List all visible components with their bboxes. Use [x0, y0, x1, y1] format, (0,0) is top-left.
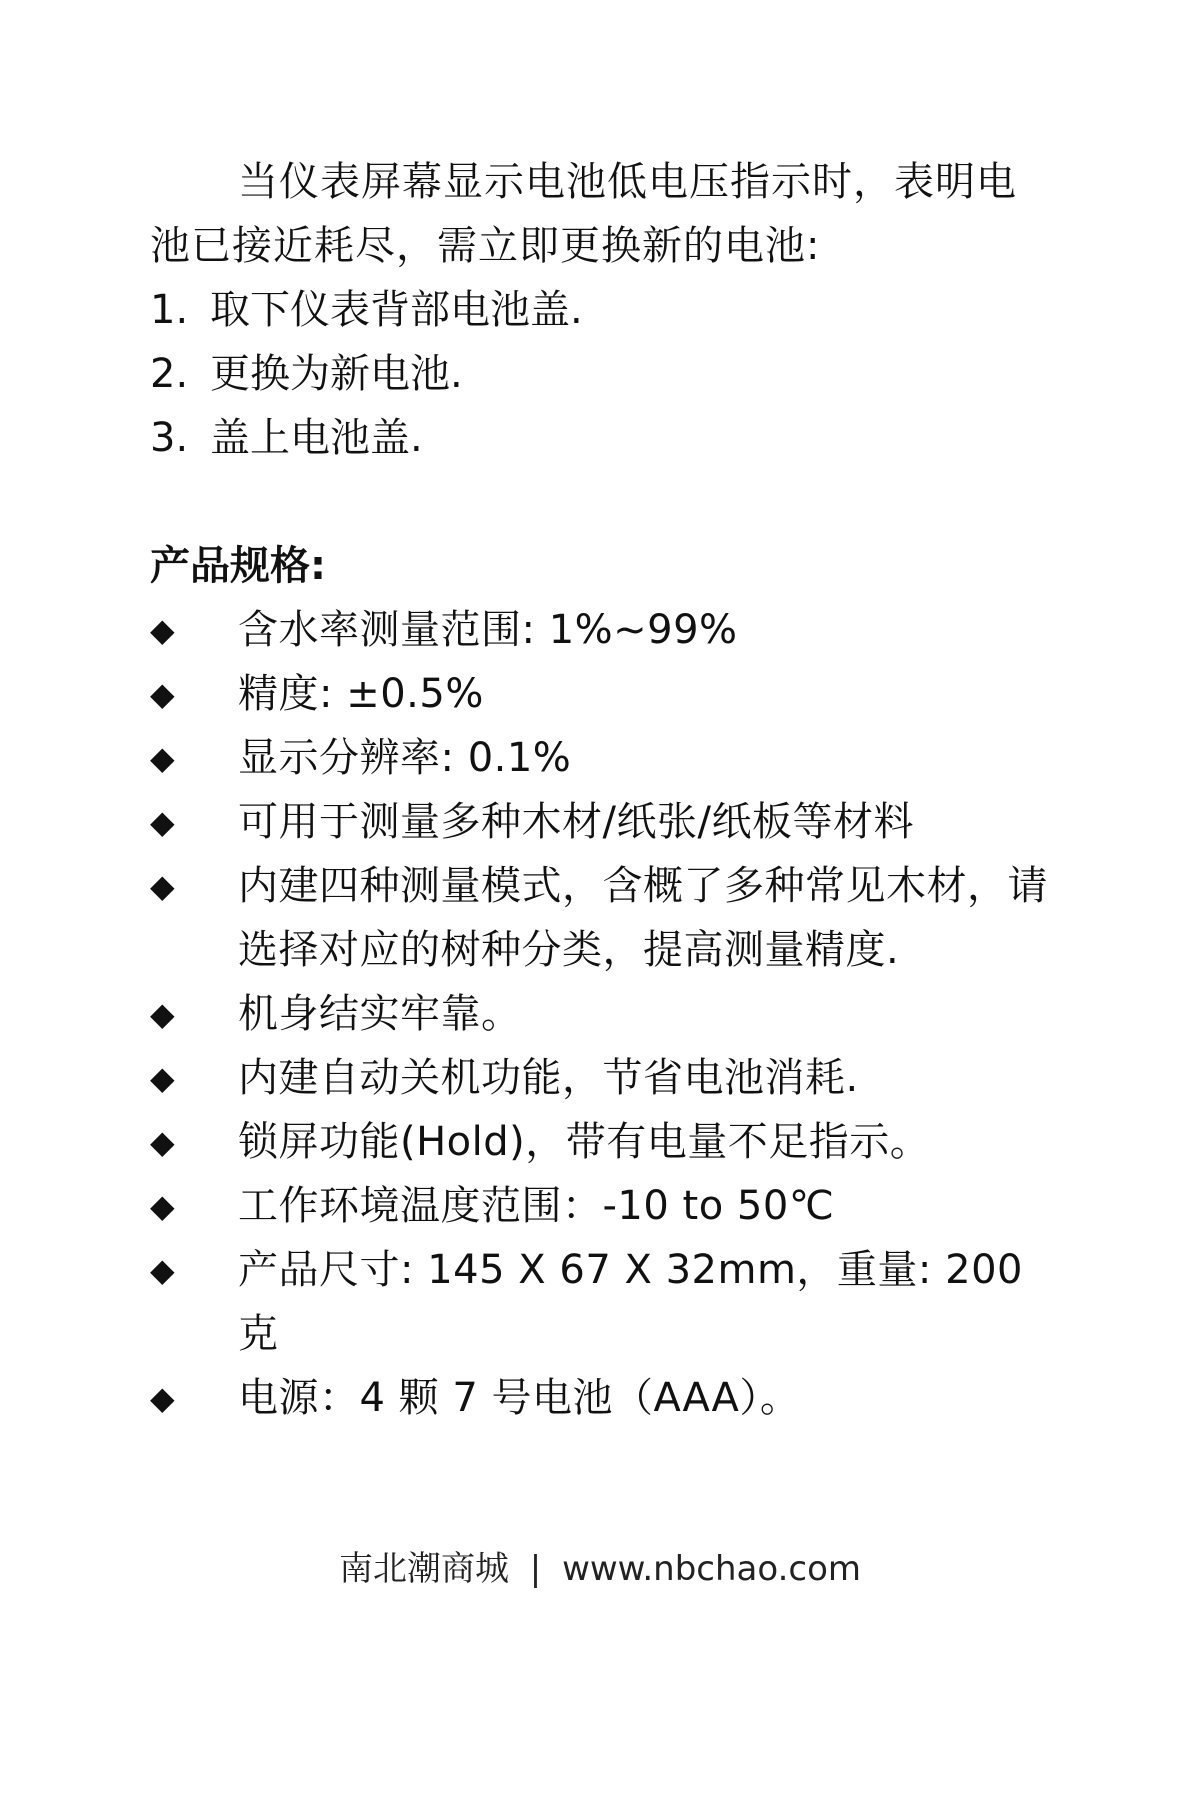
diamond-bullet-icon: ◆: [150, 675, 175, 713]
section-spacer: [150, 470, 1055, 534]
footer-url: www.nbchao.com: [562, 1549, 862, 1589]
step-number: 3.: [150, 415, 189, 461]
footer-separator: |: [529, 1549, 542, 1589]
spec-text: 锁屏功能(Hold)，带有电量不足指示。: [238, 1119, 931, 1165]
spec-text: 内建四种测量模式，含概了多种常见木材，请选择对应的树种分类，提高测量精度.: [238, 863, 1048, 973]
list-item: [150, 982, 1055, 1046]
step-text: 取下仪表背部电池盖.: [210, 287, 583, 333]
list-item: [150, 342, 1055, 406]
content-area: [150, 150, 1055, 1430]
diamond-bullet-icon: ◆: [150, 611, 175, 649]
list-item: [150, 662, 1055, 726]
step-number: 1.: [150, 287, 189, 333]
intro-paragraph: 当仪表屏幕显示电池低电压指示时，表明电池已接近耗尽，需立即更换新的电池:: [150, 159, 1017, 269]
spec-text: 可用于测量多种木材/纸张/纸板等材料: [238, 799, 914, 845]
battery-steps-list: [150, 278, 1055, 470]
diamond-bullet-icon: ◆: [150, 995, 175, 1033]
list-item: [150, 1110, 1055, 1174]
spec-text: 精度: ±0.5%: [238, 671, 484, 717]
spec-text: 机身结实牢靠。: [238, 991, 522, 1037]
footer-brand: 南北潮商城: [338, 1549, 509, 1589]
list-item: [150, 726, 1055, 790]
spec-text: 内建自动关机功能，节省电池消耗.: [238, 1055, 859, 1101]
list-item: [150, 1366, 1055, 1430]
list-item: [150, 598, 1055, 662]
diamond-bullet-icon: ◆: [150, 739, 175, 777]
specs-list: [150, 598, 1055, 1430]
spec-text: 工作环境温度范围：-10 to 50℃: [238, 1183, 835, 1229]
list-item: [150, 1174, 1055, 1238]
page-footer: [0, 1545, 1200, 1593]
list-item: [150, 406, 1055, 470]
diamond-bullet-icon: ◆: [150, 1379, 175, 1417]
diamond-bullet-icon: ◆: [150, 1187, 175, 1225]
spec-text: 含水率测量范围: 1%~99%: [238, 607, 738, 653]
spec-text: 产品尺寸: 145 X 67 X 32mm，重量: 200 克: [238, 1247, 1023, 1357]
spec-text: 电源：4 颗 7 号电池（AAA）。: [238, 1375, 801, 1421]
spec-text: 显示分辨率: 0.1%: [238, 735, 572, 781]
specs-heading: 产品规格:: [150, 543, 326, 589]
diamond-bullet-icon: ◆: [150, 1059, 175, 1097]
diamond-bullet-icon: ◆: [150, 803, 175, 841]
step-number: 2.: [150, 351, 189, 397]
list-item: [150, 1046, 1055, 1110]
list-item: [150, 790, 1055, 854]
list-item: [150, 278, 1055, 342]
step-text: 盖上电池盖.: [210, 415, 423, 461]
step-text: 更换为新电池.: [210, 351, 463, 397]
diamond-bullet-icon: ◆: [150, 867, 175, 905]
list-item: [150, 1238, 1055, 1366]
list-item: [150, 854, 1055, 982]
diamond-bullet-icon: ◆: [150, 1251, 175, 1289]
diamond-bullet-icon: ◆: [150, 1123, 175, 1161]
